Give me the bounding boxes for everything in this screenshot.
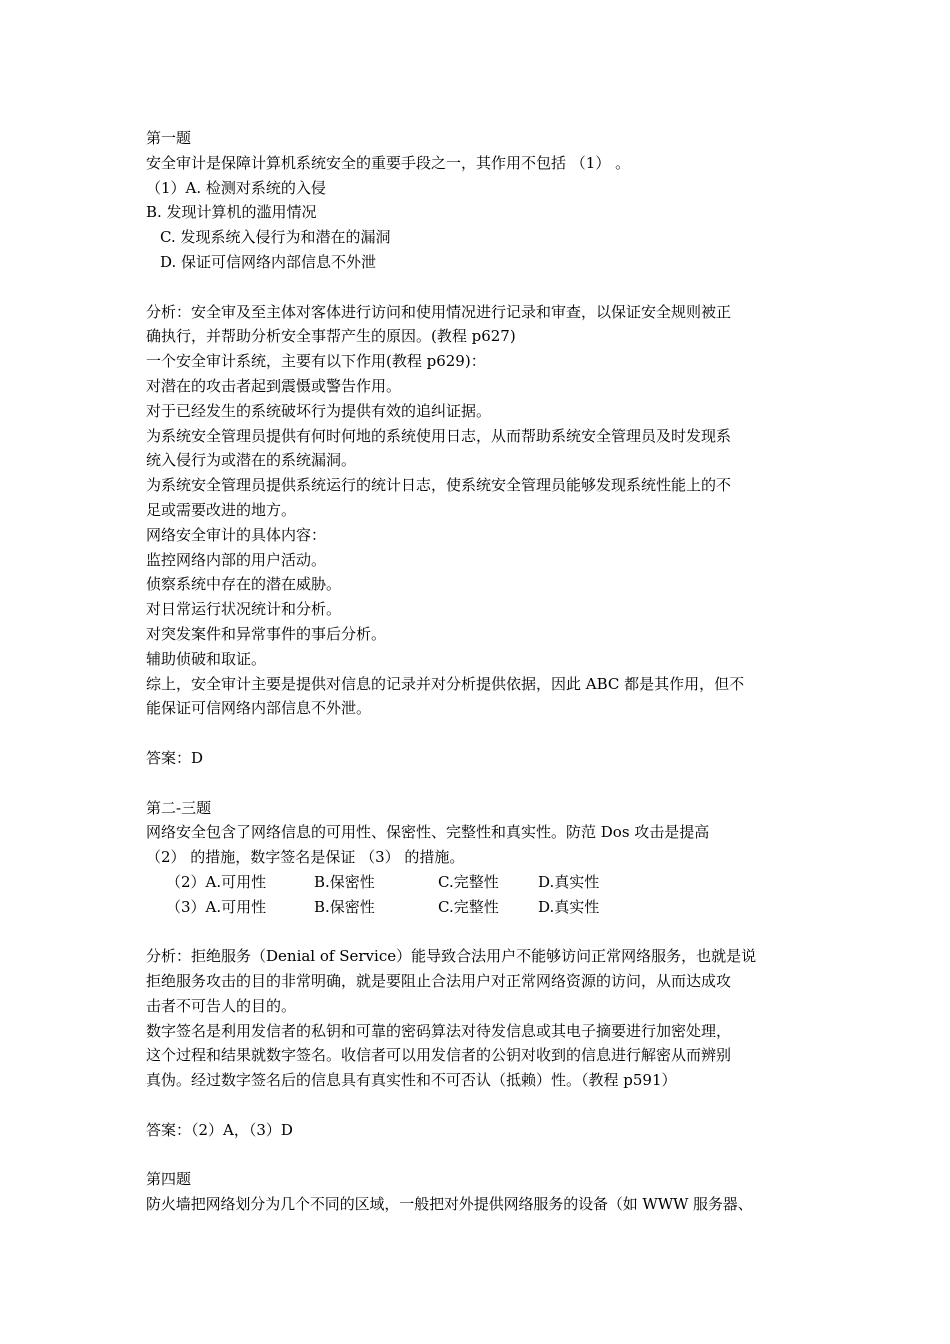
spacer <box>146 721 814 746</box>
question-2-3-answer: 答案：（2）A，（3）D <box>146 1120 293 1139</box>
spacer <box>146 771 814 796</box>
question-2-options-row <box>146 870 814 895</box>
question-1-answer: 答案：D <box>146 748 204 767</box>
option-d: D.真实性 <box>538 872 600 891</box>
question-1-option-a: （1）A. 检测对系统的入侵 <box>146 178 326 197</box>
question-1-analysis-line: 对潜在的攻击者起到震慑或警告作用。 <box>146 376 402 395</box>
question-1-analysis-line: 综上，安全审计主要是提供对信息的记录并对分析提供依据，因此 ABC 都是其作用，但不 <box>146 674 745 693</box>
question-2-3-stem-line: （2） 的措施，数字签名是保证 （3） 的措施。 <box>146 848 465 867</box>
question-2-3-analysis-line: 分析：拒绝服务（Denial of Service）能导致合法用户不能够访问正常网络服务，也就是说 <box>146 947 757 966</box>
option-c: C.完整性 <box>438 872 499 891</box>
question-1-analysis-line: 能保证可信网络内部信息不外泄。 <box>146 699 372 718</box>
question-1-analysis-line: 对日常运行状况统计和分析。 <box>146 600 342 619</box>
spacer <box>146 920 814 945</box>
spacer <box>146 1143 814 1168</box>
question-4-stem: 防火墙把网络划分为几个不同的区域，一般把对外提供网络服务的设备（如 WWW 服务器、 <box>146 1195 753 1214</box>
question-1-analysis-line: 监控网络内部的用户活动。 <box>146 550 327 569</box>
question-1-analysis-line: 一个安全审计系统，主要有以下作用(教程 p629)： <box>146 352 486 371</box>
question-1-analysis-line: 统入侵行为或潜在的系统漏洞。 <box>146 451 357 470</box>
option-c: C.完整性 <box>438 897 499 916</box>
question-1-option-c: C. 发现系统入侵行为和潜在的漏洞 <box>160 228 391 247</box>
question-1-stem: 安全审计是保障计算机系统安全的重要手段之一，其作用不包括 （1） 。 <box>146 153 631 172</box>
question-4-title: 第四题 <box>146 1170 192 1189</box>
spacer <box>146 275 814 300</box>
question-1-option-b: B. 发现计算机的滥用情况 <box>146 203 317 222</box>
question-2-3-analysis-line: 数字签名是利用发信者的私钥和可靠的密码算法对待发信息或其电子摘要进行加密处理， <box>146 1021 732 1040</box>
question-2-3-analysis-line: 击者不可告人的目的。 <box>146 996 297 1015</box>
option-a: （3）A.可用性 <box>166 897 267 916</box>
question-1-analysis-line: 对突发案件和异常事件的事后分析。 <box>146 624 387 643</box>
question-1-title: 第一题 <box>146 129 192 147</box>
question-1-analysis-line: 足或需要改进的地方。 <box>146 500 297 519</box>
question-1-analysis-line: 网络安全审计的具体内容： <box>146 525 327 544</box>
question-3-options-row <box>146 895 814 920</box>
question-1-option-d: D. 保证可信网络内部信息不外泄 <box>160 252 377 271</box>
question-1-analysis-line: 辅助侦破和取证。 <box>146 649 267 668</box>
question-1-analysis-line: 对于已经发生的系统破坏行为提供有效的追纠证据。 <box>146 401 492 420</box>
question-1-analysis-line: 侦察系统中存在的潜在威胁。 <box>146 575 342 594</box>
option-a: （2）A.可用性 <box>166 872 267 891</box>
document-page <box>146 126 814 1217</box>
option-b: B.保密性 <box>314 897 375 916</box>
question-2-3-analysis-line: 这个过程和结果就数字签名。收信者可以用发信者的公钥对收到的信息进行解密从而辨别 <box>146 1046 732 1065</box>
option-d: D.真实性 <box>538 897 600 916</box>
question-1-analysis-line: 为系统安全管理员提供系统运行的统计日志，使系统安全管理员能够发现系统性能上的不 <box>146 476 732 495</box>
option-b: B.保密性 <box>314 872 375 891</box>
spacer <box>146 1093 814 1118</box>
question-2-3-title: 第二-三题 <box>146 798 212 817</box>
question-1-analysis-line: 分析：安全审及至主体对客体进行访问和使用情况进行记录和审查，以保证安全规则被正 <box>146 302 732 321</box>
question-2-3-analysis-line: 真伪。经过数字签名后的信息具有真实性和不可否认（抵赖）性。（教程 p591） <box>146 1071 677 1090</box>
question-1-analysis-line: 为系统安全管理员提供有何时何地的系统使用日志，从而帮助系统安全管理员及时发现系 <box>146 426 732 445</box>
question-2-3-stem-line: 网络安全包含了网络信息的可用性、保密性、完整性和真实性。防范 Dos 攻击是提高 <box>146 823 710 842</box>
question-2-3-analysis-line: 拒绝服务攻击的目的非常明确，就是要阻止合法用户对正常网络资源的访问，从而达成攻 <box>146 972 732 991</box>
question-1-analysis-line: 确执行，并帮助分析安全事帮产生的原因。(教程 p627) <box>146 327 516 346</box>
